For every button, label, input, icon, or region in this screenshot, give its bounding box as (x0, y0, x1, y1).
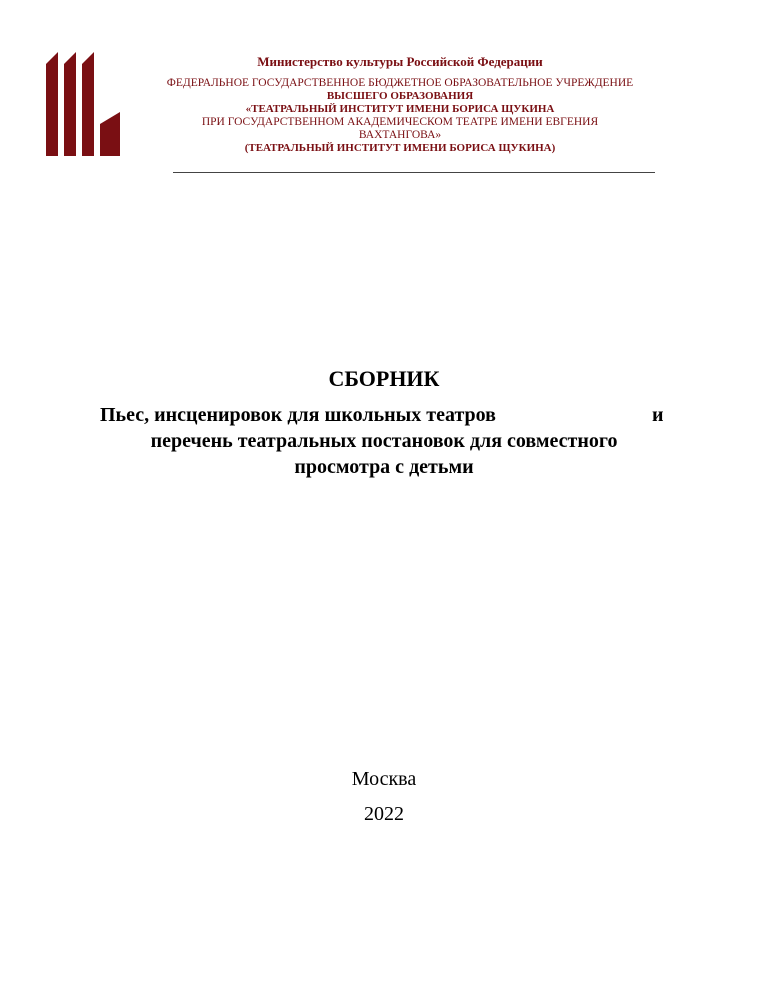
institution-affiliation-end: ВАХТАНГОВА» (358, 129, 442, 141)
education-level: ВЫСШЕГО ОБРАЗОВАНИЯ (326, 90, 474, 102)
institution-type: ФЕДЕРАЛЬНОЕ ГОСУДАРСТВЕННОЕ БЮДЖЕТНОЕ ОБРАЗОВАТЕЛЬНОЕ УЧРЕЖДЕНИЕ (166, 77, 634, 89)
logo-stripe-4 (100, 112, 120, 156)
publication-year: 2022 (364, 803, 404, 825)
document-subtitle-line-3: просмотра с детьми (294, 456, 474, 478)
institution-short-name: (ТЕАТРАЛЬНЫЙ ИНСТИТУТ ИМЕНИ БОРИСА ЩУКИНА) (244, 142, 556, 154)
ministry-name: Министерство культуры Российской Федерации (257, 54, 543, 69)
logo-stripe-3 (82, 52, 94, 156)
subtitle-part-b: и (652, 404, 664, 426)
institution-name: «ТЕАТРАЛЬНЫЙ ИНСТИТУТ ИМЕНИ БОРИСА ЩУКИНА (245, 103, 555, 115)
document-title: СБОРНИК (328, 366, 440, 391)
logo-stripe-1 (46, 52, 58, 156)
institution-affiliation: ПРИ ГОСУДАРСТВЕННОМ АКАДЕМИЧЕСКОМ ТЕАТРЕ ИМЕНИ ЕВГЕНИЯ (201, 116, 599, 128)
subtitle-part-a: Пьес, инсценировок для школьных театров (100, 404, 496, 426)
institution-header (140, 54, 660, 155)
logo-stripe-2 (64, 52, 76, 156)
header-divider (173, 172, 655, 173)
document-subtitle-line-2: перечень театральных постановок для совместного (150, 430, 618, 452)
institute-logo (44, 50, 124, 158)
publication-city: Москва (351, 768, 417, 790)
